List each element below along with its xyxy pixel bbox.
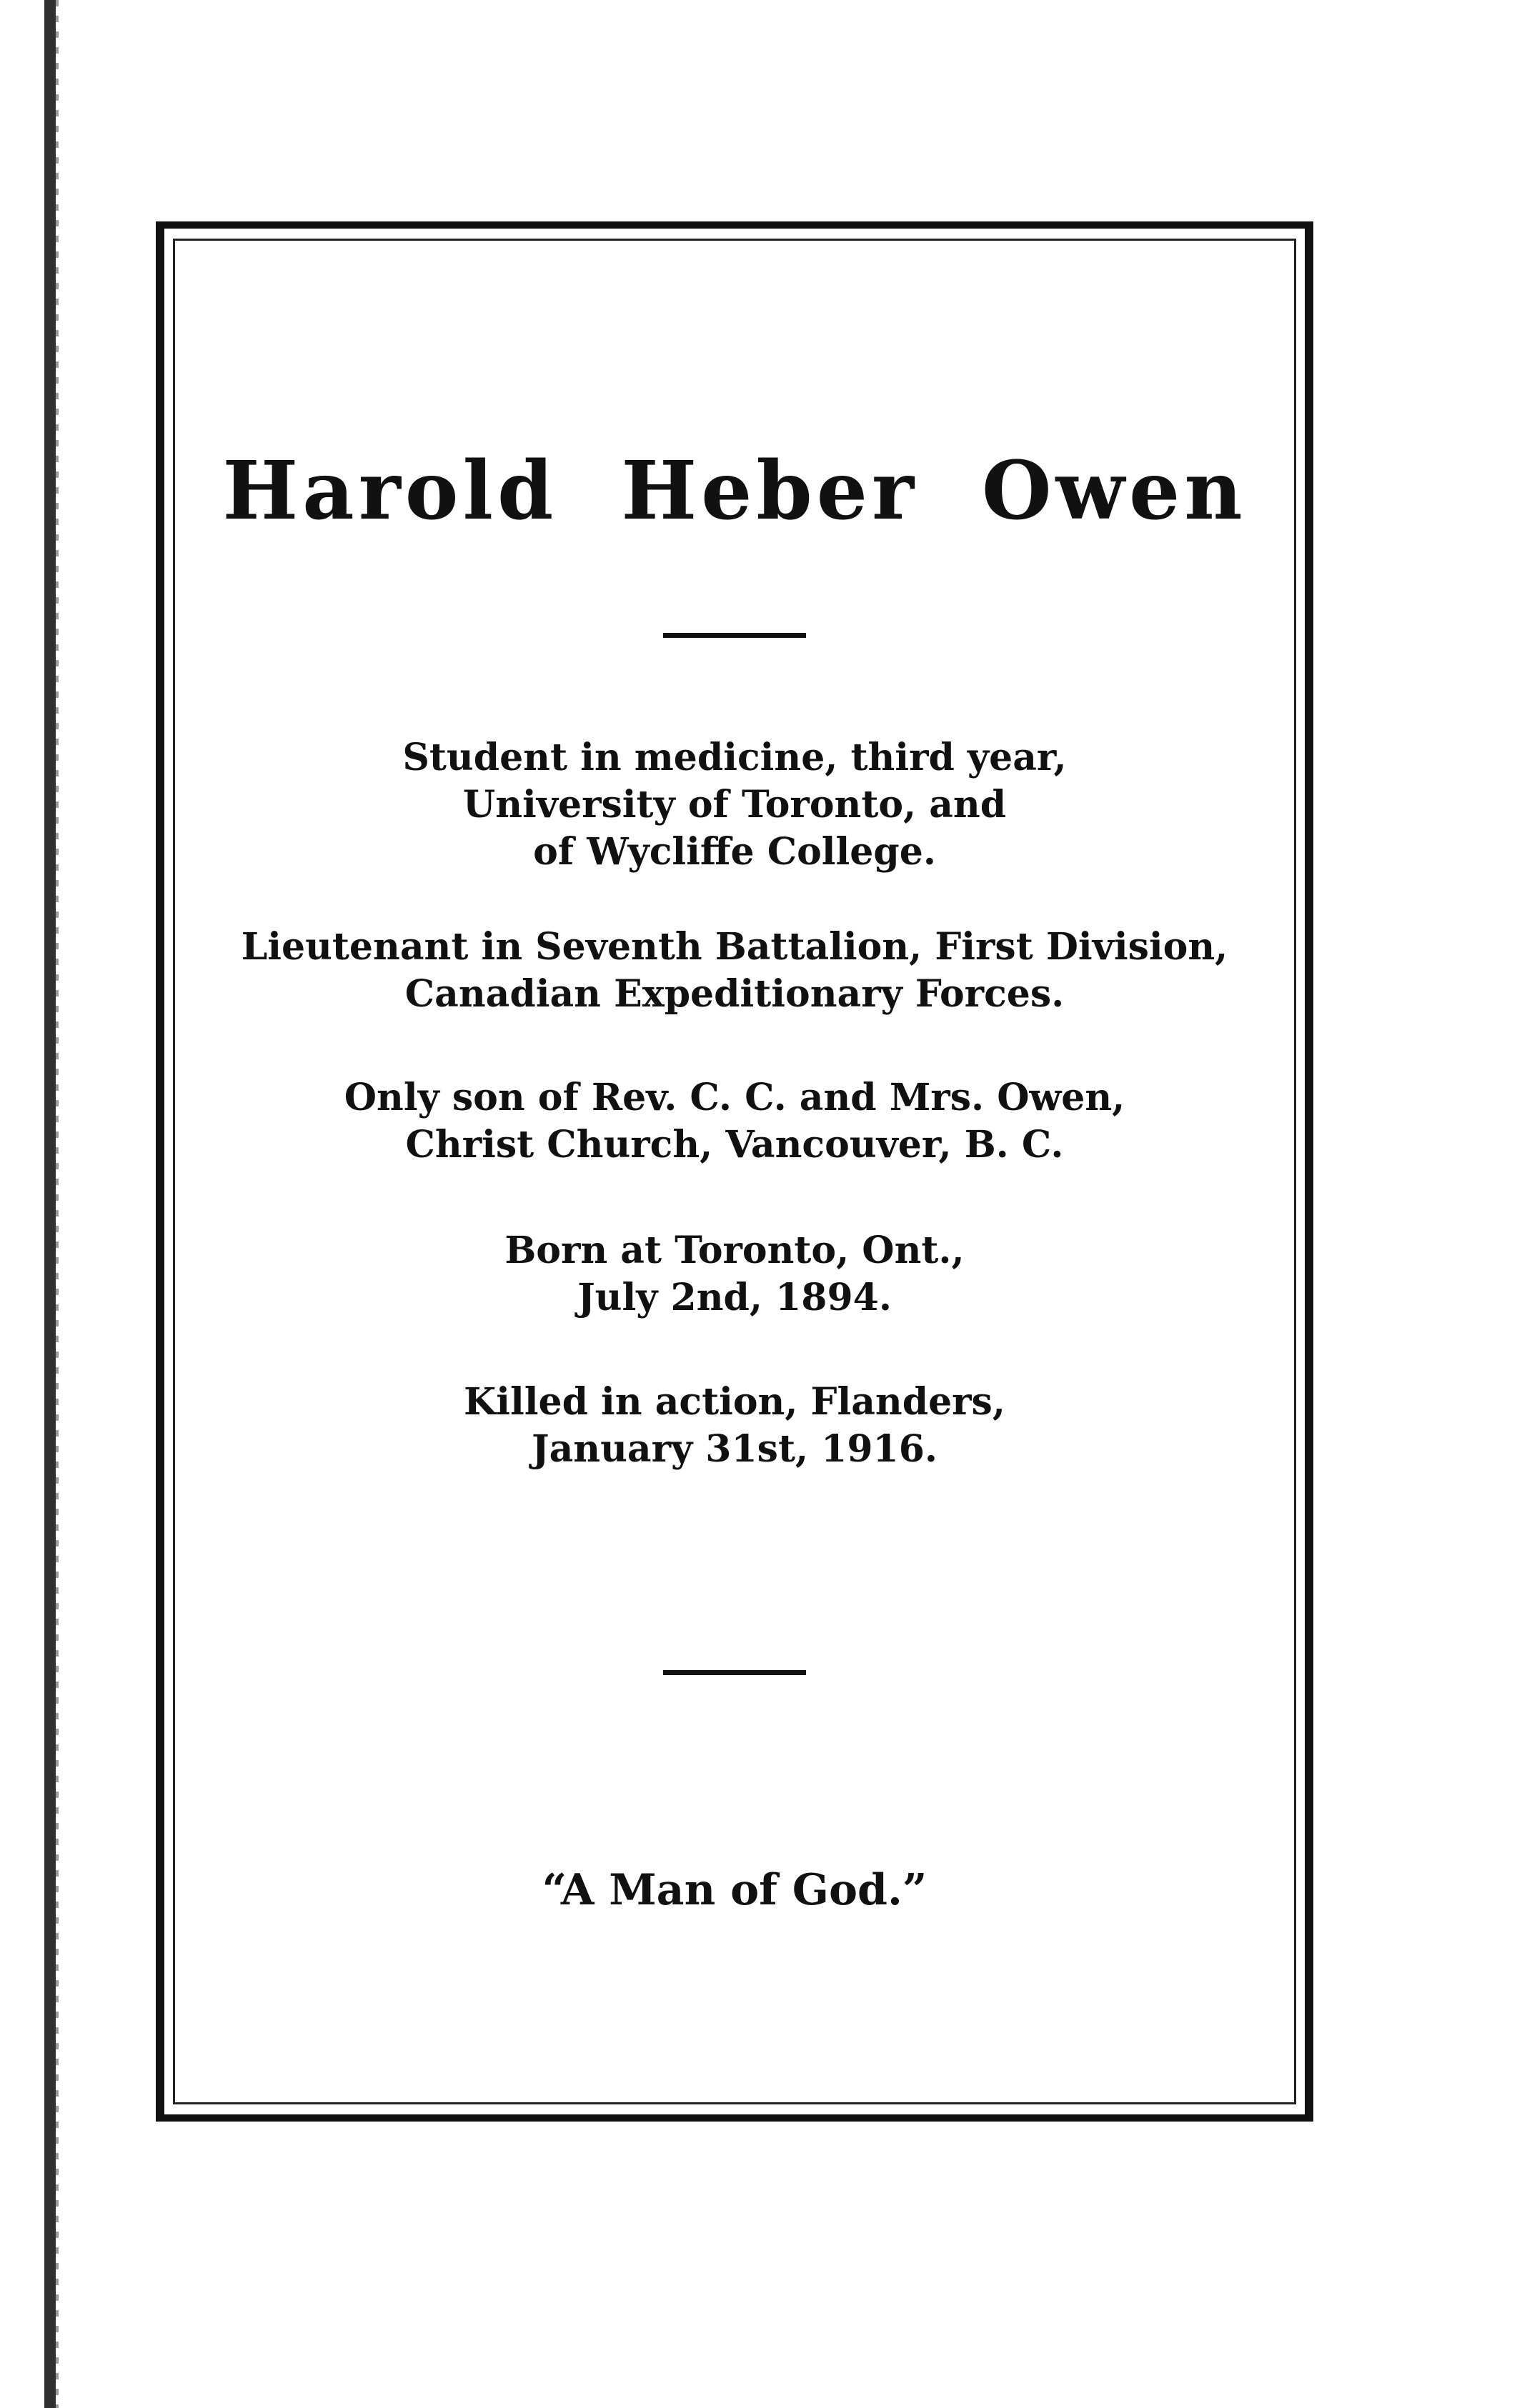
education-block — [164, 734, 1305, 876]
memorial-card-content — [164, 229, 1305, 2114]
service-line-2: Canadian Expeditionary Forces. — [404, 972, 1065, 1016]
book-binding-edge — [44, 0, 56, 2408]
memorial-border-frame — [156, 221, 1313, 2122]
service-line-1: Lieutenant in Seventh Battalion, First Division, — [241, 925, 1228, 969]
memorial-name-title: Harold Heber Owen — [222, 444, 1247, 538]
death-date-line: January 31st, 1916. — [531, 1427, 937, 1471]
education-line-2: University of Toronto, and — [462, 783, 1007, 826]
memorial-motto: “A Man of God.” — [542, 1865, 927, 1915]
birth-block — [164, 1227, 1305, 1322]
death-block — [164, 1379, 1305, 1473]
birth-place-line: Born at Toronto, Ont., — [504, 1229, 965, 1272]
top-divider-rule — [663, 633, 806, 638]
military-service-block — [164, 924, 1305, 1018]
death-place-line: Killed in action, Flanders, — [464, 1380, 1005, 1424]
family-line-2: Christ Church, Vancouver, B. C. — [405, 1123, 1064, 1166]
education-line-3: of Wycliffe College. — [533, 830, 936, 874]
education-line-1: Student in medicine, third year, — [402, 736, 1067, 779]
family-block — [164, 1074, 1305, 1169]
bottom-divider-rule — [663, 1670, 806, 1675]
birth-date-line: July 2nd, 1894. — [577, 1276, 892, 1319]
family-line-1: Only son of Rev. C. C. and Mrs. Owen, — [344, 1076, 1125, 1119]
